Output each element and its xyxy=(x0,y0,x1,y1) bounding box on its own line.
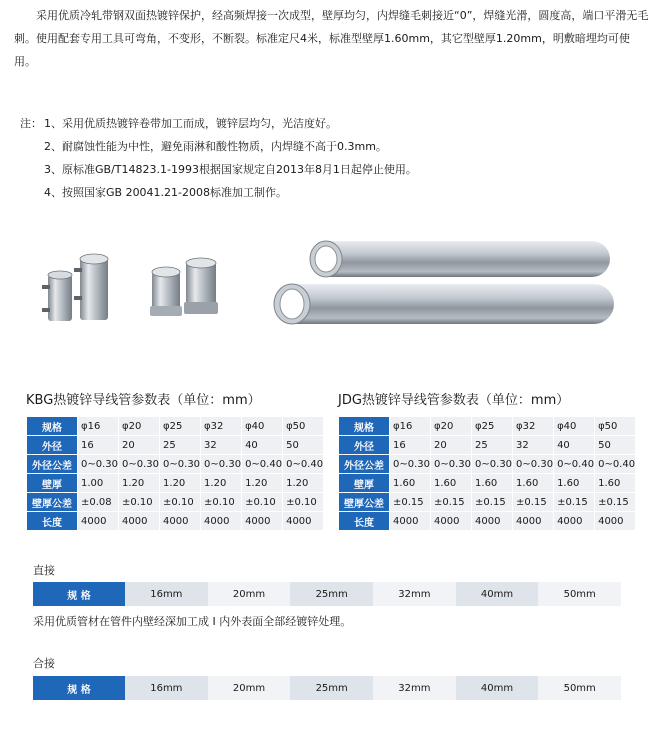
table-cell: φ16 xyxy=(390,417,430,435)
size-cell: 16mm xyxy=(125,582,208,606)
intro-paragraph xyxy=(14,4,650,73)
jdg-table-title: JDG热镀锌导线管参数表（单位：mm） xyxy=(338,393,570,408)
table-cell: 4000 xyxy=(242,512,282,530)
table-cell: 1.60 xyxy=(595,474,635,492)
table-row xyxy=(27,436,323,454)
size-cell: 25mm xyxy=(290,676,373,700)
size-cell: 50mm xyxy=(538,582,621,606)
table-cell: φ50 xyxy=(595,417,635,435)
table-cell: 0~0.30 xyxy=(513,455,553,473)
note-item xyxy=(20,158,417,181)
straight-description: 采用优质管材在管件内壁经深加工成 I 内外表面全部经镀锌处理。 xyxy=(33,615,352,628)
table-cell: φ32 xyxy=(513,417,553,435)
table-cell: ±0.10 xyxy=(160,493,200,511)
table-cell: 25 xyxy=(472,436,512,454)
table-cell: φ40 xyxy=(242,417,282,435)
table-cell: ±0.15 xyxy=(431,493,471,511)
table-cell: 1.60 xyxy=(472,474,512,492)
row-label: 外径 xyxy=(339,436,389,454)
note-text: 3、原标准GB/T14823.1-1993根据国家规定自2013年8月1日起停止使用。 xyxy=(44,163,417,176)
kbg-spec-table xyxy=(26,416,324,531)
table-row xyxy=(27,493,323,511)
jdg-spec-table xyxy=(338,416,636,531)
size-cell: 16mm xyxy=(125,676,208,700)
table-cell: 4000 xyxy=(119,512,159,530)
table-row xyxy=(339,455,635,473)
note-item xyxy=(20,135,417,158)
combo-size-bar xyxy=(33,676,621,700)
size-cell: 20mm xyxy=(208,582,291,606)
table-cell: 4000 xyxy=(78,512,118,530)
table-row xyxy=(27,455,323,473)
intro-text: 采用优质冷轧带钢双面热镀锌保护，经高频焊接一次成型，壁厚均匀，内焊缝毛刺接近“0”，焊缝光滑，圆度高，端口平滑无毛刺。使用配套专用工具可弯角，不变形，不断裂。标准定尺4米，标准型壁厚1.60mm，其它型壁厚1.20mm，明敷暗埋均可使用。 xyxy=(14,9,649,68)
combo-size-header: 规 格 xyxy=(33,676,125,700)
table-cell: 0~0.30 xyxy=(201,455,241,473)
table-row xyxy=(339,436,635,454)
size-cell: 40mm xyxy=(456,582,539,606)
table-cell: 4000 xyxy=(160,512,200,530)
table-cell: ±0.15 xyxy=(472,493,512,511)
straight-size-bar xyxy=(33,582,621,606)
pipe-icon xyxy=(310,241,610,277)
row-label: 长度 xyxy=(339,512,389,530)
table-row xyxy=(339,417,635,435)
table-cell: 1.20 xyxy=(242,474,282,492)
row-label: 外径公差 xyxy=(339,455,389,473)
size-cell: 40mm xyxy=(456,676,539,700)
table-row xyxy=(339,474,635,492)
row-label: 规格 xyxy=(339,417,389,435)
table-cell: 1.60 xyxy=(513,474,553,492)
table-row xyxy=(27,417,323,435)
table-cell: φ20 xyxy=(119,417,159,435)
table-cell: 4000 xyxy=(595,512,635,530)
size-cell: 32mm xyxy=(373,676,456,700)
table-row xyxy=(27,474,323,492)
table-cell: ±0.15 xyxy=(513,493,553,511)
straight-size-header: 规 格 xyxy=(33,582,125,606)
row-label: 长度 xyxy=(27,512,77,530)
row-label: 外径 xyxy=(27,436,77,454)
note-text: 1、采用优质热镀锌卷带加工而成，镀锌层均匀，光洁度好。 xyxy=(44,117,337,130)
table-cell: 32 xyxy=(201,436,241,454)
table-cell: 0~0.30 xyxy=(472,455,512,473)
table-cell: 0~0.30 xyxy=(431,455,471,473)
table-cell: ±0.10 xyxy=(242,493,282,511)
notes-section xyxy=(20,112,417,204)
table-cell: 20 xyxy=(431,436,471,454)
pipe-icon xyxy=(274,284,614,324)
table-cell: ±0.10 xyxy=(283,493,323,511)
table-cell: φ25 xyxy=(160,417,200,435)
table-cell: φ40 xyxy=(554,417,594,435)
table-cell: ±0.15 xyxy=(554,493,594,511)
table-cell: ±0.15 xyxy=(390,493,430,511)
table-cell: 40 xyxy=(554,436,594,454)
size-cell: 25mm xyxy=(290,582,373,606)
table-cell: ±0.08 xyxy=(78,493,118,511)
table-cell: φ16 xyxy=(78,417,118,435)
table-cell: 0~0.30 xyxy=(390,455,430,473)
table-cell: 1.20 xyxy=(201,474,241,492)
table-cell: 1.20 xyxy=(283,474,323,492)
size-cell: 20mm xyxy=(208,676,291,700)
size-cell: 32mm xyxy=(373,582,456,606)
table-cell: 0~0.40 xyxy=(242,455,282,473)
table-cell: 4000 xyxy=(201,512,241,530)
row-label: 壁厚公差 xyxy=(339,493,389,511)
table-cell: 4000 xyxy=(431,512,471,530)
table-cell: 20 xyxy=(119,436,159,454)
connector-fitting-icon xyxy=(150,258,218,316)
note-item xyxy=(20,112,417,135)
table-cell: ±0.10 xyxy=(201,493,241,511)
table-cell: 4000 xyxy=(513,512,553,530)
row-label: 规格 xyxy=(27,417,77,435)
table-cell: 50 xyxy=(595,436,635,454)
table-cell: 1.00 xyxy=(78,474,118,492)
coupling-small-icon xyxy=(42,254,108,321)
table-cell: φ50 xyxy=(283,417,323,435)
row-label: 壁厚 xyxy=(339,474,389,492)
product-photos xyxy=(0,232,660,342)
table-cell: 4000 xyxy=(554,512,594,530)
row-label: 壁厚 xyxy=(27,474,77,492)
table-cell: 1.60 xyxy=(390,474,430,492)
table-row xyxy=(339,493,635,511)
table-cell: 4000 xyxy=(472,512,512,530)
size-cell: 50mm xyxy=(538,676,621,700)
table-cell: ±0.10 xyxy=(119,493,159,511)
table-cell: 1.20 xyxy=(119,474,159,492)
combo-section-label: 合接 xyxy=(33,657,55,670)
table-cell: φ32 xyxy=(201,417,241,435)
table-cell: 50 xyxy=(283,436,323,454)
table-cell: ±0.15 xyxy=(595,493,635,511)
table-cell: 1.60 xyxy=(554,474,594,492)
table-row xyxy=(27,512,323,530)
note-item xyxy=(20,181,417,204)
table-cell: 40 xyxy=(242,436,282,454)
table-cell: 32 xyxy=(513,436,553,454)
table-cell: 16 xyxy=(390,436,430,454)
table-cell: 0~0.30 xyxy=(78,455,118,473)
table-cell: φ20 xyxy=(431,417,471,435)
note-text: 2、耐腐蚀性能为中性，避免雨淋和酸性物质，内焊缝不高于0.3mm。 xyxy=(44,140,387,153)
table-cell: 0~0.40 xyxy=(595,455,635,473)
notes-prefix: 注： xyxy=(20,117,42,130)
table-cell: 4000 xyxy=(283,512,323,530)
table-cell: 0~0.30 xyxy=(160,455,200,473)
note-text: 4、按照国家GB 20041.21-2008标准加工制作。 xyxy=(44,186,288,199)
row-label: 外径公差 xyxy=(27,455,77,473)
table-cell: 1.60 xyxy=(431,474,471,492)
table-cell: 25 xyxy=(160,436,200,454)
table-cell: 0~0.40 xyxy=(554,455,594,473)
table-row xyxy=(339,512,635,530)
table-cell: φ25 xyxy=(472,417,512,435)
table-cell: 16 xyxy=(78,436,118,454)
table-cell: 0~0.40 xyxy=(283,455,323,473)
table-cell: 4000 xyxy=(390,512,430,530)
straight-section-label: 直接 xyxy=(33,564,55,577)
table-cell: 1.20 xyxy=(160,474,200,492)
row-label: 壁厚公差 xyxy=(27,493,77,511)
kbg-table-title: KBG热镀锌导线管参数表（单位：mm） xyxy=(26,393,261,408)
table-cell: 0~0.30 xyxy=(119,455,159,473)
